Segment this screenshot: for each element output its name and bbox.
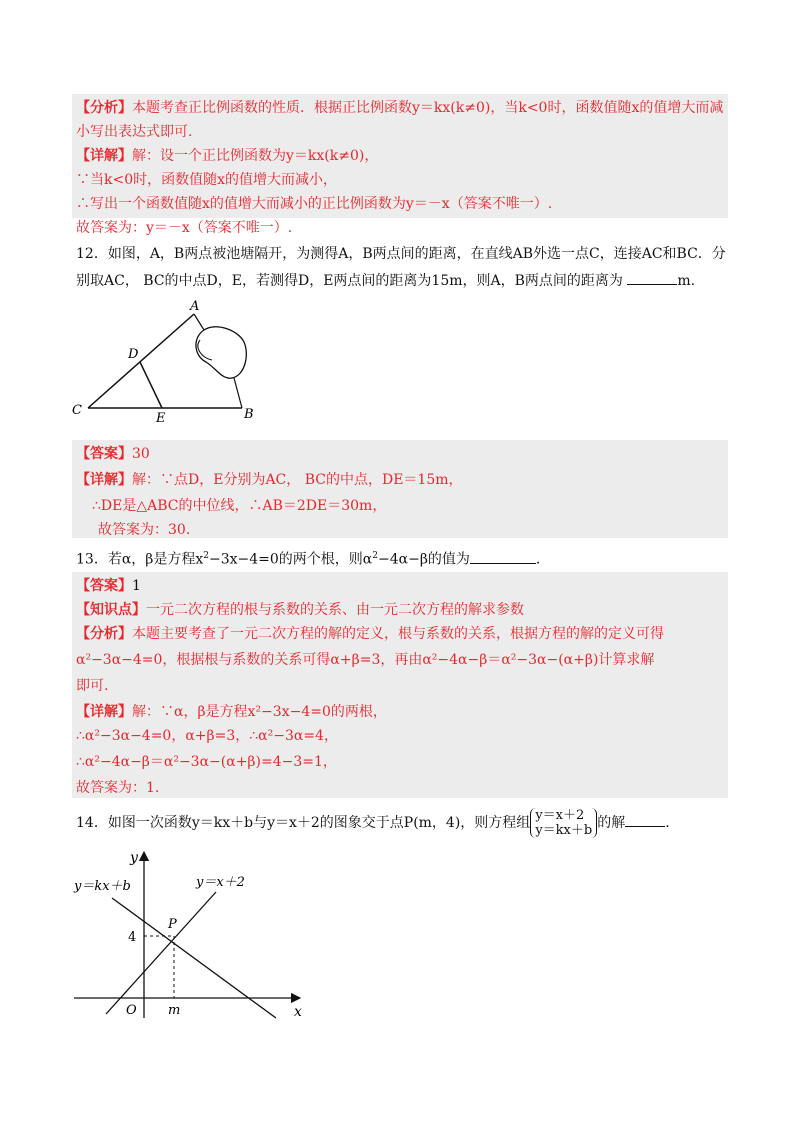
q12-line1: 12．如图，A，B两点被池塘隔开，为测得A，B两点间的距离，在直线AB外选一点C，连接AC和BC．分 xyxy=(76,246,726,262)
origin-label: O xyxy=(126,1003,137,1018)
q13-analysis: 【分析】本题主要考查了一元二次方程的解的定义，根与系数的关系，根据方程的解的定义可得 xyxy=(76,626,664,642)
q13-analysis-3: 即可. xyxy=(76,678,109,694)
q11-analysis: 【分析】本题考查正比例函数的性质．根据正比例函数y＝kx(k≠0)，当k<0时，函数值随x的值增大而减 xyxy=(76,100,724,116)
q13-detail-2: ∴α²−3α−4=0，α+β=3，∴α²−3α=4， xyxy=(76,728,338,744)
q12-blank xyxy=(627,270,677,285)
q14-question: 14．如图一次函数y＝kx＋b与y＝x＋2的图象交于点P(m，4)，则方程组 y＝x＋2 y＝kx＋b 的解 . xyxy=(76,808,670,838)
point-P-label: P xyxy=(168,917,177,932)
x-axis-label: x xyxy=(294,1004,302,1020)
q12-line2: 别取AC， BC的中点D，E，若测得D，E两点间的距离为15m，则A，B两点间的距离为 m. xyxy=(76,270,695,291)
q13-answer: 【答案】1 xyxy=(76,578,141,594)
q13-knowledge-point: 【知识点】一元二次方程的根与系数的关系、由一元二次方程的解求参数 xyxy=(76,602,524,618)
q11-final-answer: 故答案为：y＝－x（答案不唯一）. xyxy=(76,220,293,236)
q11-detail-3: ∴写出一个函数值随x的值增大而减小的正比例函数为y＝－x（答案不唯一）. xyxy=(76,196,553,212)
q11-detail-2: ∵当k<0时，函数值随x的值增大而减小， xyxy=(76,172,338,188)
q14-equation-system: y＝x＋2 y＝kx＋b xyxy=(530,808,597,838)
q13-detail: 【详解】解：∵α，β是方程x²−3x−4=0的两根， xyxy=(76,704,387,720)
q13-analysis-2: α²−3α−4=0，根据根与系数的关系可得α+β=3，再由α²−4α−β＝α²−3α−(α+β)计算求解 xyxy=(76,652,655,668)
q13-question: 13．若α，β是方程$x^2-3x-4=0$的两个根，则$\alpha^2-4\alpha-\beta$的值为 . xyxy=(76,546,540,570)
q12-figure xyxy=(66,296,266,422)
q11-detail: 【详解】解：设一个正比例函数为y＝kx(k≠0)， xyxy=(76,148,379,164)
q12-answer: 【答案】30 xyxy=(76,446,150,462)
q13-blank xyxy=(470,549,536,564)
y-tick-4: 4 xyxy=(128,930,137,945)
label-E: E xyxy=(156,411,166,422)
q12-detail: 【详解】解：∵点D，E分别为AC， BC的中点，DE＝15m， xyxy=(76,472,463,488)
label-D: D xyxy=(128,347,139,362)
label-A: A xyxy=(190,299,200,314)
label-C: C xyxy=(72,403,82,418)
q13-detail-3: ∴α²−4α−β＝α²−3α−(α+β)=4−3=1， xyxy=(76,754,337,770)
q13-final-answer: 故答案为：1. xyxy=(76,780,160,796)
y-axis-label: y xyxy=(130,850,138,866)
q14-graph xyxy=(60,842,320,1022)
line-kx-b-label: y＝kx＋b xyxy=(74,879,131,894)
q14-blank xyxy=(625,812,665,827)
q12-final-answer: 故答案为：30. xyxy=(98,522,191,538)
q12-detail-2: ∴DE是△ABC的中位线，∴AB＝2DE＝30m， xyxy=(92,498,387,514)
label-B: B xyxy=(244,407,254,422)
line-x-2-label: y＝x＋2 xyxy=(196,875,245,890)
q11-analysis-cont: 小写出表达式即可. xyxy=(76,124,193,140)
x-tick-m: m xyxy=(168,1003,181,1018)
